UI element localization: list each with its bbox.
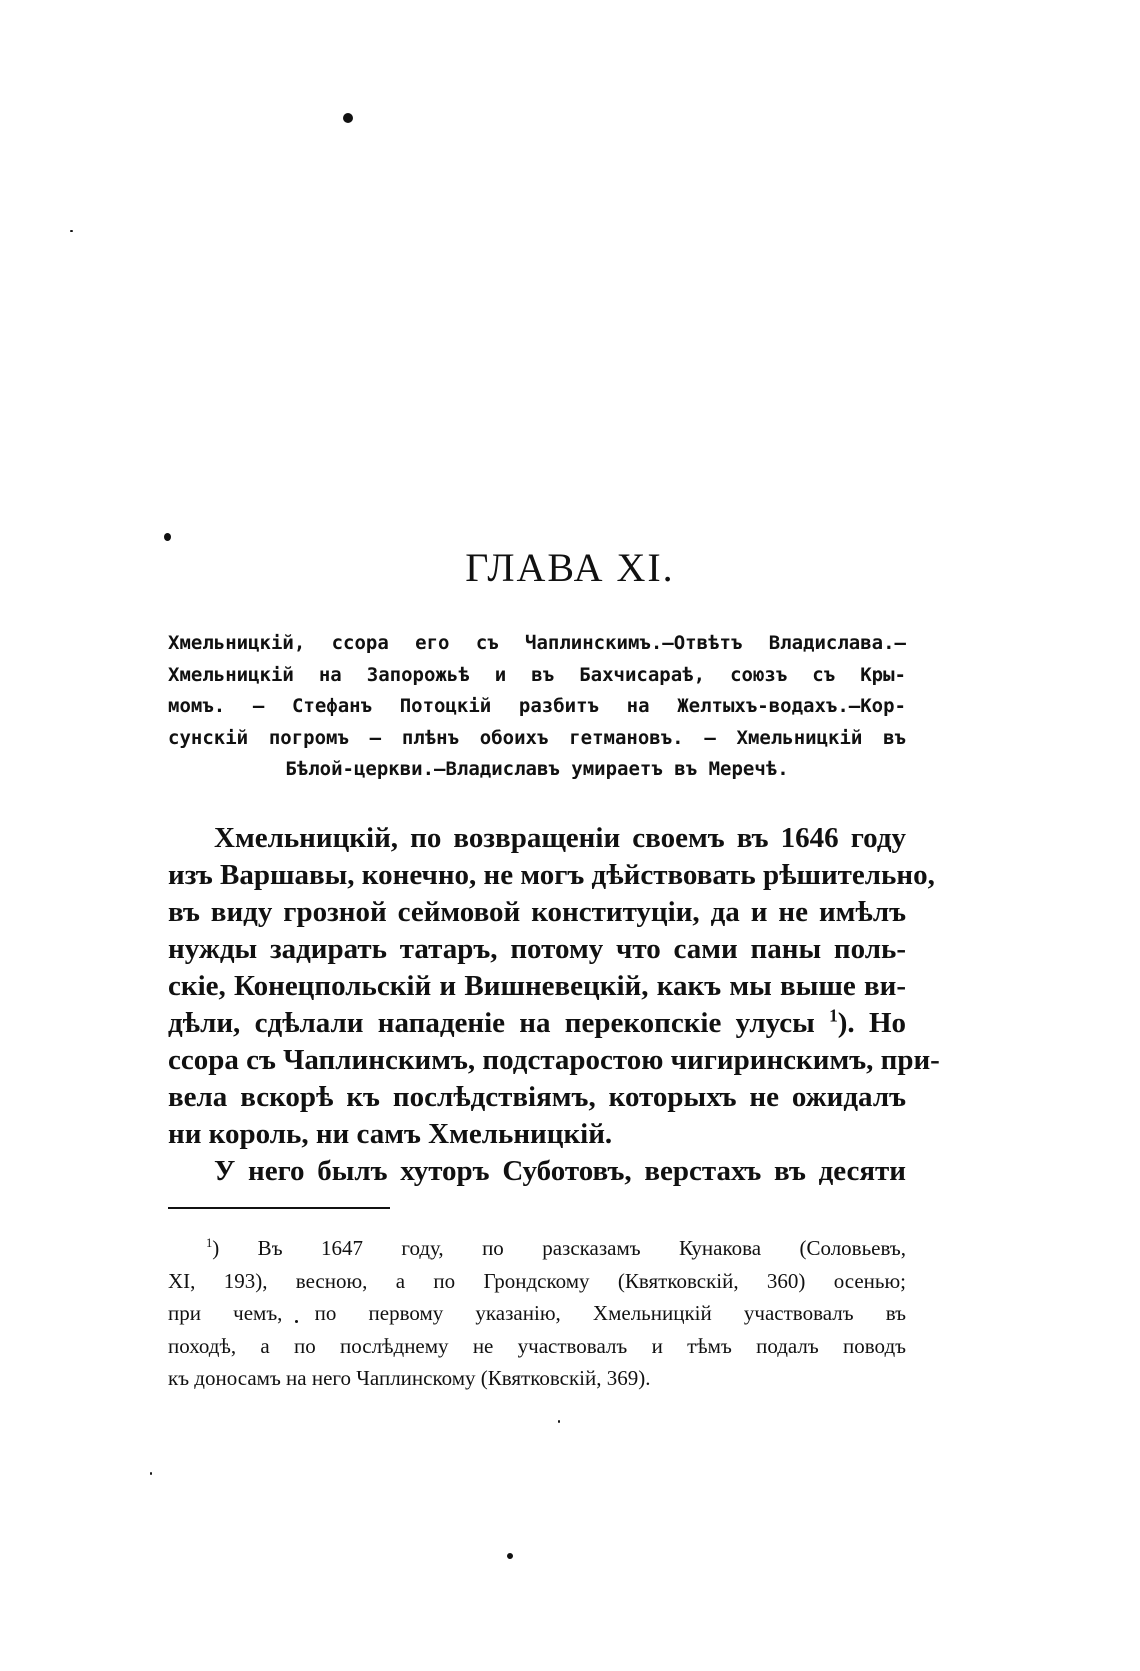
summary-line: момъ. — Стефанъ Потоцкій разбитъ на Желтыхъ-водахъ.—Кор-: [168, 695, 906, 717]
body-line: Хмельницкій, по возвращеніи своемъ въ 1646 году: [214, 822, 906, 854]
footnote-line: походѣ, а по послѣднему не участвовалъ и тѣмъ подалъ поводъ: [168, 1333, 906, 1358]
summary-line: Хмельницкій на Запорожьѣ и въ Бахчисараѣ, союзъ съ Кры-: [168, 663, 906, 686]
body-line: нужды задирать татаръ, потому что сами паны поль-: [168, 933, 906, 965]
footnote-line: XI, 193), весною, а по Грондскому (Квятковскій, 360) осенью;: [168, 1268, 906, 1293]
scan-speck: [343, 113, 353, 123]
footnote-marker: 1: [206, 1236, 213, 1250]
scan-speck: [507, 1553, 513, 1559]
summary-line: Бѣлой-церкви.—Владиславъ умираетъ въ Меречѣ.: [285, 758, 789, 780]
body-line: ссора съ Чаплинскимъ, подстаростою чигиринскимъ, при-: [168, 1044, 940, 1076]
body-line: У него былъ хуторъ Суботовъ, верстахъ въ десяти: [214, 1155, 906, 1187]
body-line: вела вскорѣ къ послѣдствіямъ, которыхъ не ожидалъ: [168, 1081, 906, 1113]
body-line: изъ Варшавы, конечно, не могъ дѣйствовать рѣшительно,: [168, 859, 935, 891]
summary-line: Хмельницкій, ссора его съ Чаплинскимъ.—Отвѣтъ Владислава.—: [168, 632, 906, 654]
footnote-text: ) Въ 1647 году, по разсказамъ Кунакова (Соловьевъ,: [212, 1236, 906, 1260]
footnote-divider: [168, 1207, 390, 1209]
footnotes: [168, 1232, 906, 1395]
footnote-line: при чемъ, по первому указанію, Хмельницкій участвовалъ въ: [168, 1301, 906, 1325]
footnote-reference[interactable]: 1: [829, 1005, 838, 1026]
scan-speck: [558, 1420, 560, 1423]
body-line-text: дѣли, сдѣлали нападеніе на перекопскіе улусы: [168, 1007, 815, 1039]
body-line: скіе, Конецпольскій и Вишневецкій, какъ мы выше ви-: [168, 970, 906, 1002]
body-line: въ виду грозной сеймовой конституціи, да и не имѣлъ: [168, 896, 906, 928]
body-line: ни король, ни самъ Хмельницкій.: [168, 1118, 613, 1150]
body-line-with-footnote: [168, 1005, 906, 1042]
scan-speck: [150, 1472, 152, 1475]
footnote-line: [168, 1232, 906, 1265]
body-paragraphs: [168, 820, 940, 1190]
chapter-title: ГЛАВА XI.: [465, 545, 675, 590]
scan-speck: [164, 533, 171, 541]
summary-line: сунскій погромъ — плѣнъ обоихъ гетмановъ. — Хмельницкій въ: [168, 726, 906, 749]
scan-speck: [70, 230, 73, 232]
footnote-line: къ доносамъ на него Чаплинскому (Квятковскій, 369).: [168, 1366, 651, 1390]
chapter-summary: [168, 628, 906, 786]
body-line-tail: ). Но: [837, 1007, 906, 1039]
